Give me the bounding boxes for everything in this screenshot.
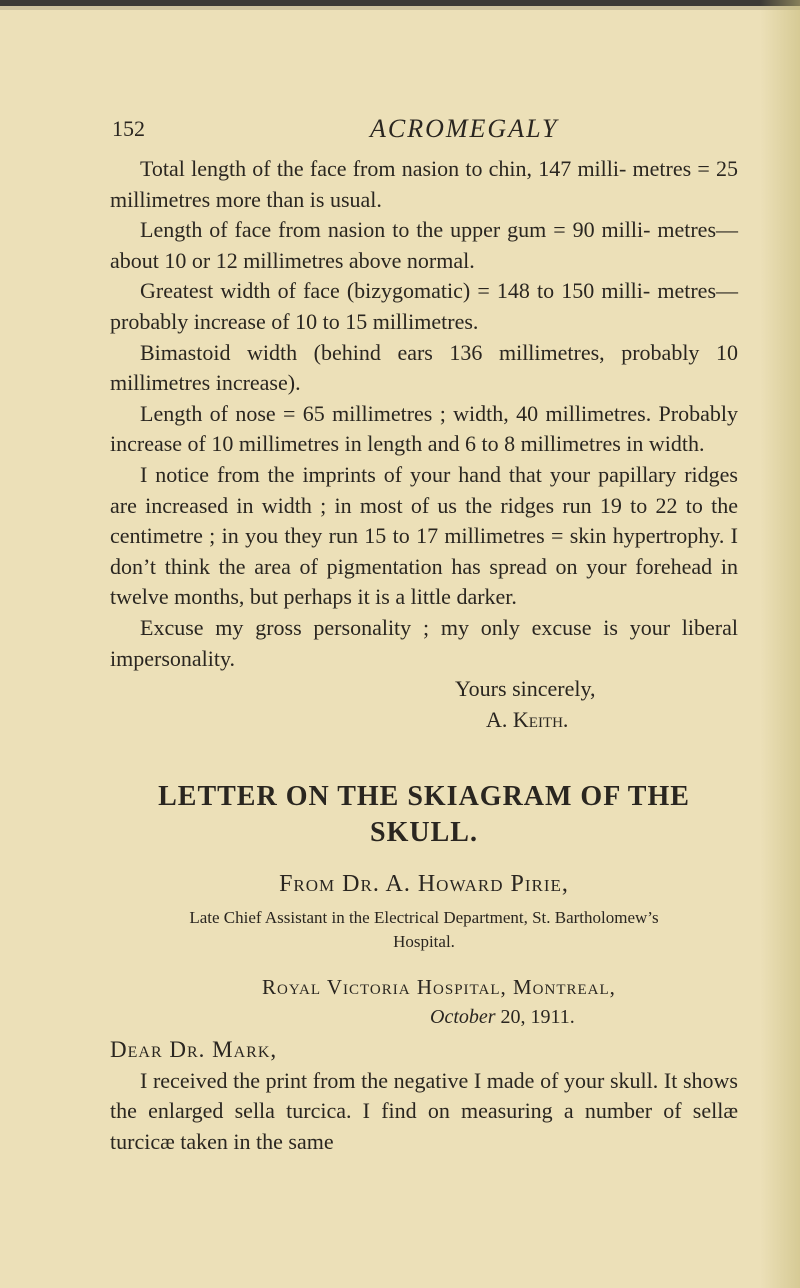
page-header <box>0 116 800 146</box>
signoff: Yours sincerely, <box>455 676 596 702</box>
section-title-line-1: LETTER ON THE SKIAGRAM OF THE <box>158 781 690 813</box>
letter-salutation: Dear Dr. Mark, <box>110 1037 278 1063</box>
paragraph-face-width: Greatest width of face (bizygomatic) = 148 to 150 milli- metres—probably increase of 10 to 15 millimetres. <box>110 278 738 334</box>
paragraph-face-length: Total length of the face from nasion to chin, 147 milli- metres = 25 millimetres more than is usual. <box>110 156 738 212</box>
page-number: 152 <box>112 116 145 141</box>
running-title: ACROMEGALY <box>370 114 559 143</box>
paragraph-papillary-ridges: I notice from the imprints of your hand that your papillary ridges are increased in width ; in most of us the ridges run 19 to 22 to the centimetre ; in you they run 15 to 17 millimetres = skin hypertrophy. I don’t think the area of pigmentation has spread on your forehead in twelve months, but perhaps it is a little darker. <box>110 461 738 610</box>
letter-date <box>110 1002 738 1033</box>
letter-author: From Dr. A. Howard Pirie, <box>279 871 569 898</box>
paragraph-excuse: Excuse my gross personality ; my only excuse is your liberal impersonality. <box>110 614 738 671</box>
letter-address: Royal Victoria Hospital, Montreal, <box>262 974 616 999</box>
letter-date-rest: 20, 1911. <box>495 1006 575 1029</box>
paragraph-nose: Length of nose = 65 millimetres ; width, 40 millimetres. Probably increase of 10 millimetres in length and 6 to 8 millimetres in width. <box>110 400 738 457</box>
signature: A. Keith. <box>486 706 569 732</box>
paragraph-bimastoid: Bimastoid width (behind ears 136 millimetres, probably 10 millimetres increase). <box>110 339 738 396</box>
page-top-edge-highlight <box>0 6 800 10</box>
page-body <box>110 154 738 1157</box>
author-affiliation <box>110 906 738 954</box>
section-title <box>110 779 738 851</box>
affiliation-line-1: Late Chief Assistant in the Electrical Department, St. Bartholomew’s <box>189 907 659 927</box>
letter-date-month: October <box>430 1006 496 1029</box>
page-right-shadow <box>760 0 800 1288</box>
paragraph-skiagram: I received the print from the negative I made of your skull. It shows the enlarged sella turcica. I find on measuring a number of sellæ turcicæ taken in the same <box>110 1067 738 1154</box>
affiliation-line-2: Hospital. <box>393 931 455 951</box>
section-title-line-2: SKULL. <box>370 817 478 849</box>
paragraph-upper-gum: Length of face from nasion to the upper gum = 90 milli- metres—about 10 or 12 millimetres above normal. <box>110 217 738 273</box>
